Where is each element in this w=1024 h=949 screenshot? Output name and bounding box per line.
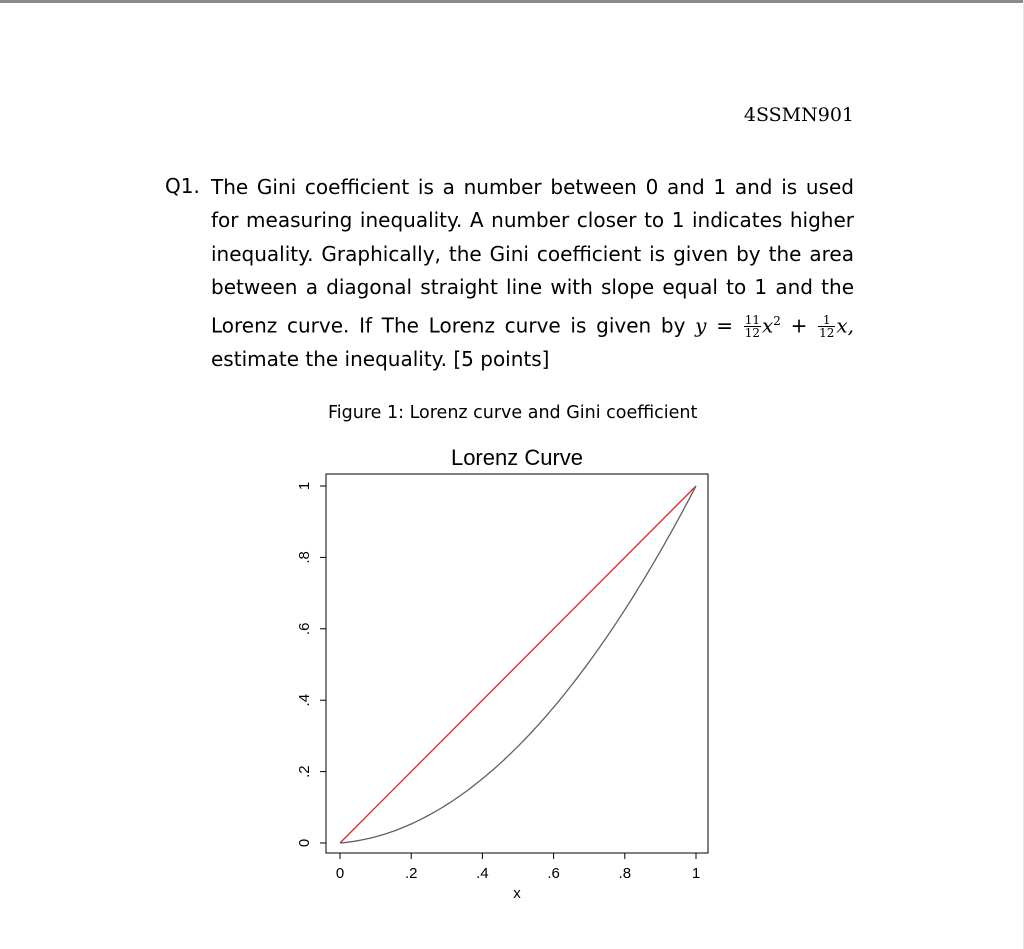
chart-title: Lorenz Curve bbox=[450, 445, 584, 470]
fraction-2-numerator: 1 bbox=[818, 314, 835, 327]
x-axis-label: x bbox=[513, 885, 521, 902]
question-intro: The Gini coefficient is a number between 0 and 1 and is used for measuring inequality. A number closer to 1 indicates higher inequality. Graphically, the Gini coefficient is given by the area between a diagonal straight line with slope equal to 1 and the Lorenz curve. If The Lorenz curve is given by bbox=[211, 175, 854, 338]
fraction-1-numerator: 11 bbox=[744, 313, 760, 328]
x-tick-label: .8 bbox=[618, 865, 632, 882]
y-tick-label: .6 bbox=[296, 622, 313, 636]
y-tick-label: .4 bbox=[296, 693, 313, 707]
equality-line bbox=[340, 486, 696, 843]
equation-exponent: 2 bbox=[773, 313, 781, 328]
fraction-2-denominator: 12 bbox=[819, 326, 835, 341]
equation-y: y bbox=[695, 313, 707, 338]
x-tick-label: 1 bbox=[691, 865, 701, 882]
question-outro: estimate the inequality. [5 points] bbox=[211, 346, 550, 371]
series-group bbox=[340, 486, 696, 843]
equation-term-1: x bbox=[761, 313, 774, 338]
x-tick-label: 0 bbox=[335, 865, 345, 882]
y-tick-label: .2 bbox=[296, 765, 313, 778]
figure-caption: Figure 1: Lorenz curve and Gini coefficient bbox=[328, 403, 698, 423]
x-tick-label: .6 bbox=[547, 865, 560, 882]
course-code: 4SSMN901 bbox=[743, 104, 854, 126]
y-tick-label: 0 bbox=[296, 838, 313, 848]
y-tick-label: .8 bbox=[296, 551, 313, 564]
equation-plus: + bbox=[790, 313, 808, 338]
equation-equals: = bbox=[716, 313, 733, 338]
x-tick-label: .2 bbox=[404, 865, 418, 882]
equation-term-2: x, bbox=[836, 313, 855, 338]
y-tick-label: 1 bbox=[296, 481, 313, 491]
question-number: Q1. bbox=[165, 174, 200, 198]
fraction-1-denominator: 12 bbox=[744, 326, 760, 341]
x-tick-label: .4 bbox=[476, 865, 489, 882]
